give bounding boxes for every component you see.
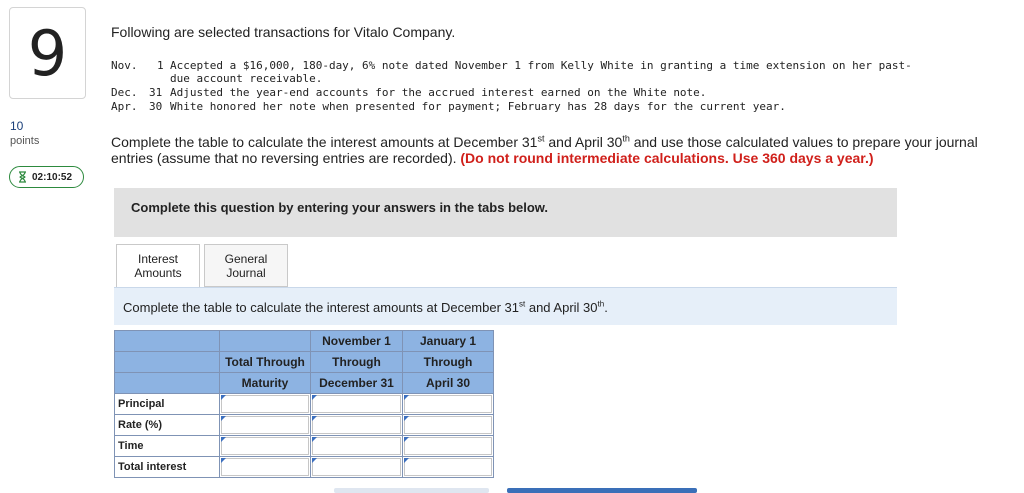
points-label: points <box>10 135 40 147</box>
txn-day: 31 <box>149 86 163 99</box>
prev-button[interactable] <box>334 488 489 493</box>
txn-month: Apr. <box>111 100 138 113</box>
tabs-banner: Complete this question by entering your answers in the tabs below. <box>114 188 897 237</box>
rate-nov-dec-input[interactable] <box>311 415 403 436</box>
total-interest-total-input[interactable] <box>220 457 311 478</box>
row-label-time: Time <box>115 436 220 457</box>
principal-nov-dec-input[interactable] <box>311 394 403 415</box>
txn-day: 1 <box>157 59 164 72</box>
rounding-note: (Do not round intermediate calculations. Use 360 days a year.) <box>460 150 874 166</box>
txn-month: Dec. <box>111 86 138 99</box>
timer-value: 02:10:52 <box>32 171 73 183</box>
instructions: Complete the table to calculate the interest amounts at December 31st and April 30th and use those calculated values to prepare your journal entries (assume that no reversing entries are recorded). (Do not round intermediate calculations. Use 360 days a year.) <box>111 133 978 166</box>
time-nov-dec-input[interactable] <box>311 436 403 457</box>
total-interest-nov-dec-input[interactable] <box>311 457 403 478</box>
tab-general-journal[interactable]: General Journal <box>204 244 288 287</box>
txn-text: White honored her note when presented for payment; February has 28 days for the current year. <box>170 100 786 113</box>
txn-text-cont: due account receivable. <box>170 72 323 85</box>
row-label-rate: Rate (%) <box>115 415 220 436</box>
row-label-total-interest: Total interest <box>115 457 220 478</box>
col-header-jan-apr: January 1 <box>403 331 494 352</box>
row-label-principal: Principal <box>115 394 220 415</box>
tab-interest-amounts[interactable]: Interest Amounts <box>116 244 200 288</box>
hourglass-icon <box>18 171 27 183</box>
interest-table: November 1 January 1 Total Through Through Through Maturity December 31 April 30 Principal Rate (%) Time Total interest <box>114 330 494 478</box>
col-header-nov-dec: November 1 <box>311 331 403 352</box>
header-corner <box>115 331 220 352</box>
time-jan-apr-input[interactable] <box>403 436 494 457</box>
txn-day: 30 <box>149 100 163 113</box>
points-value: 10 <box>10 119 24 133</box>
time-total-input[interactable] <box>220 436 311 457</box>
principal-jan-apr-input[interactable] <box>403 394 494 415</box>
txn-text: Accepted a $16,000, 180-day, 6% note dated November 1 from Kelly White in granting a time extension on her past- <box>170 59 912 72</box>
col-header-total <box>220 331 311 352</box>
txn-month: Nov. <box>111 59 138 72</box>
principal-total-input[interactable] <box>220 394 311 415</box>
rate-jan-apr-input[interactable] <box>403 415 494 436</box>
rate-total-input[interactable] <box>220 415 311 436</box>
total-interest-jan-apr-input[interactable] <box>403 457 494 478</box>
question-number: 9 <box>9 7 86 99</box>
problem-intro: Following are selected transactions for Vitalo Company. <box>111 24 456 40</box>
txn-text: Adjusted the year-end accounts for the accrued interest earned on the White note. <box>170 86 707 99</box>
panel-instruction: Complete the table to calculate the interest amounts at December 31st and April 30th. <box>114 287 897 325</box>
timer <box>9 166 84 188</box>
next-button[interactable] <box>507 488 697 493</box>
